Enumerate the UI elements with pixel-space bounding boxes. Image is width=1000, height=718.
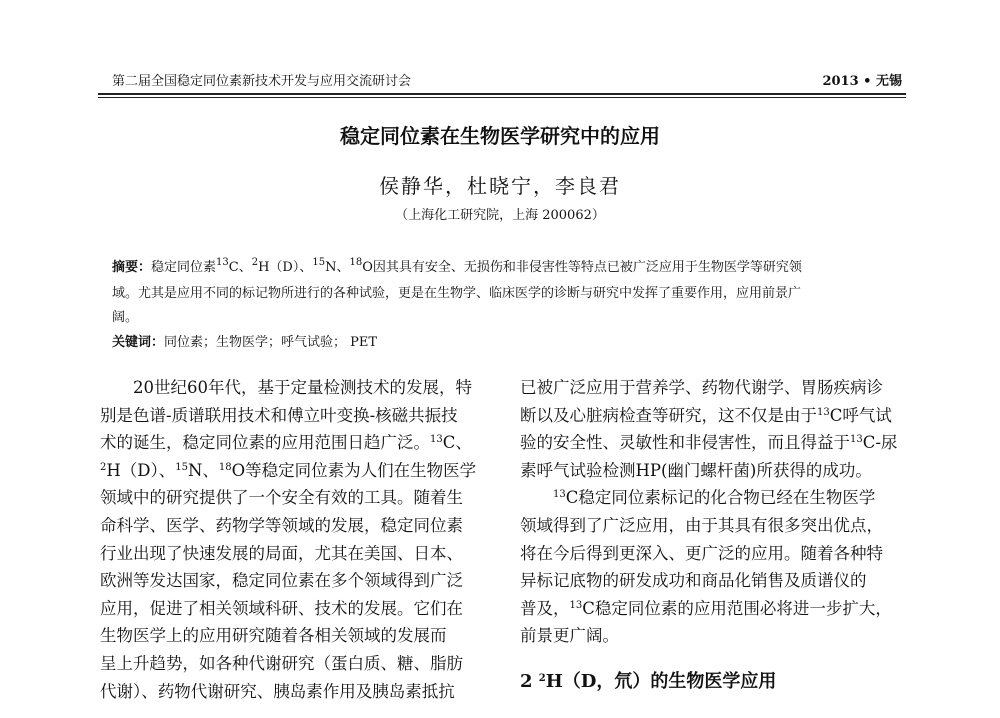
header-rule <box>98 93 906 95</box>
text-run: C呼气试 <box>829 405 892 425</box>
body-column-right <box>520 374 910 696</box>
text-line <box>100 457 490 485</box>
text-run: O因其具有安全、无损伤和非侵害性等特点已被广泛应用于生物医学等研究领 <box>362 260 802 275</box>
paper-title: 稳定同位素在生物医学研究中的应用 <box>340 124 660 148</box>
keywords-label: 关键词： <box>112 335 165 350</box>
text-line <box>520 567 910 595</box>
superscript: 13 <box>817 406 830 418</box>
text-line <box>100 567 490 595</box>
text-run: 领域中的研究提供了一个安全有效的工具。随着生 <box>100 488 463 508</box>
text-line <box>520 512 910 540</box>
text-line <box>520 374 910 402</box>
header-rule-thin <box>98 97 906 98</box>
superscript: 13 <box>569 599 583 611</box>
abstract-text <box>151 257 802 275</box>
text-line <box>520 622 910 650</box>
text-run: H（D）、 <box>258 260 313 275</box>
text-line <box>100 402 490 430</box>
text-run: 2 <box>520 670 539 692</box>
text-run: C、 <box>228 260 252 275</box>
text-line <box>520 484 910 512</box>
abstract-line <box>112 282 801 301</box>
text-run: 稳定同位素 <box>151 260 217 275</box>
text-run: 呈上升趋势，如各种代谢研究（蛋白质、糖、脂肪 <box>100 653 463 673</box>
text-run: C稳定同位素标记的化合物已经在生物医学 <box>565 488 876 508</box>
text-run: 阔。 <box>112 310 139 325</box>
text-line <box>520 402 910 430</box>
text-run: 断以及心脏病检查等研究，这不仅是由于 <box>520 405 817 425</box>
text-run: C稳定同位素的应用范围必将进一步扩大， <box>582 598 892 618</box>
text-run: 生物医学上的应用研究随着各相关领域的发展而 <box>100 626 447 646</box>
affiliation: （上海化工研究院，上海 200062） <box>395 208 605 223</box>
text-run: 素呼气试验检测HP(幽门螺杆菌)所获得的成功。 <box>520 460 872 480</box>
text-run: 验的安全性、灵敏性和非侵害性，而且得益于 <box>520 433 850 453</box>
text-run: 领域得到了广泛应用，由于其具有很多突出优点， <box>520 515 883 535</box>
text-run: N、 <box>187 460 219 480</box>
text-line <box>520 457 910 485</box>
text-run: 行业出现了快速发展的局面，尤其在美国、日本、 <box>100 543 463 563</box>
text-run: 将在今后得到更深入、更广泛的应用。随着各种特 <box>520 543 883 563</box>
abstract-label: 摘要： <box>112 260 152 275</box>
authors: 侯静华，杜晓宁，李良君 <box>379 174 621 198</box>
text-run: 前景更广阔。 <box>520 626 619 646</box>
text-run: 异标记底物的研发成功和商品化销售及质谱仪的 <box>520 571 867 591</box>
text-run: H（D）、 <box>106 460 176 480</box>
keywords-text: 同位素；生物医学；呼气试验； PET <box>164 335 378 350</box>
superscript: 13 <box>216 257 229 268</box>
text-run: 应用，促进了相关领域科研、技术的发展。它们在 <box>100 598 463 618</box>
running-header-conference: 第二届全国稳定同位素新技术开发与应用交流研讨会 <box>112 74 412 89</box>
text-line <box>100 512 490 540</box>
text-line <box>100 678 490 706</box>
superscript: 2 <box>251 257 259 268</box>
text-line <box>520 540 910 568</box>
superscript: 18 <box>218 461 232 473</box>
text-run: 术的诞生，稳定同位素的应用范围日趋广泛。 <box>100 433 430 453</box>
text-run: N、 <box>325 260 350 275</box>
abstract-line <box>112 256 802 275</box>
text-run: O等稳定同位素为人们在生物医学 <box>231 460 477 480</box>
superscript: 2 <box>538 672 546 684</box>
text-line <box>100 484 490 512</box>
text-line <box>520 595 910 623</box>
text-run: 已被广泛应用于营养学、药物代谢学、胃肠疾病诊 <box>520 378 883 397</box>
text-run: 欧洲等发达国家，稳定同位素在多个领域得到广泛 <box>100 571 463 591</box>
text-line <box>100 429 490 457</box>
superscript: 15 <box>312 257 326 268</box>
text-run: 域。尤其是应用不同的标记物所进行的各种试验，更是在生物学、临床医学的诊断与研究中发挥了重要作用，应用前景广 <box>112 286 802 301</box>
text-run: 20世纪60年代，基于定量检测技术的发展，特 <box>100 378 472 397</box>
superscript: 15 <box>175 461 188 473</box>
text-run: 命科学、医学、药物学等领域的发展，稳定同位素 <box>100 515 463 535</box>
keywords-line <box>112 331 377 350</box>
text-line <box>100 622 490 650</box>
abstract-line <box>112 306 138 325</box>
body-column-left <box>100 374 490 705</box>
superscript: 13 <box>553 489 566 501</box>
text-run: H（D，氘）的生物医学应用 <box>545 670 777 692</box>
text-line <box>100 595 490 623</box>
superscript: 18 <box>349 257 363 268</box>
running-header-year-place: 2013 • 无锡 <box>822 74 902 89</box>
text-run: 别是色谱-质谱联用技术和傅立叶变换-核磁共振技 <box>100 405 458 425</box>
text-run <box>520 488 553 507</box>
text-run: C-尿 <box>862 433 898 453</box>
superscript: 13 <box>850 434 863 446</box>
text-line <box>100 540 490 568</box>
text-line <box>520 429 910 457</box>
superscript: 2 <box>100 461 107 473</box>
section-heading <box>520 668 910 696</box>
text-run: 普及， <box>520 598 570 618</box>
text-run: C、 <box>442 433 472 453</box>
text-line <box>100 374 490 402</box>
text-run: 代谢）、药物代谢研究、胰岛素作用及胰岛素抵抗 <box>100 681 455 701</box>
text-line <box>100 650 490 678</box>
superscript: 13 <box>430 434 443 446</box>
